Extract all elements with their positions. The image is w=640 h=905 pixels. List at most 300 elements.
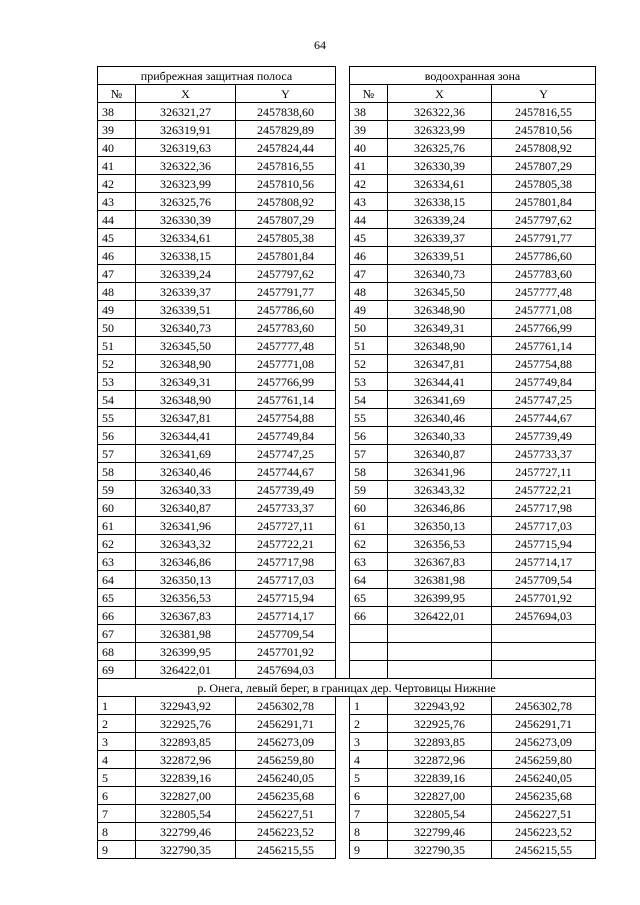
left-x-value: 326330,39 xyxy=(136,211,236,229)
left-x-value: 326325,76 xyxy=(136,193,236,211)
right-x-value: 326334,61 xyxy=(388,175,492,193)
right-y-value: 2457801,84 xyxy=(492,193,596,211)
left-x-value: 326345,50 xyxy=(136,337,236,355)
left-x-value: 326323,99 xyxy=(136,175,236,193)
right-y-value: 2457761,14 xyxy=(492,337,596,355)
left-point-number: 4 xyxy=(98,751,136,769)
column-gap xyxy=(336,337,350,355)
left-y-value: 2457777,48 xyxy=(236,337,336,355)
left-point-number: 56 xyxy=(98,427,136,445)
table-title-row xyxy=(98,67,596,85)
left-x-value: 326338,15 xyxy=(136,247,236,265)
right-point-number: 7 xyxy=(350,805,388,823)
left-x-value: 326349,31 xyxy=(136,373,236,391)
column-gap xyxy=(336,823,350,841)
right-point-number: 61 xyxy=(350,517,388,535)
table-row xyxy=(98,625,596,643)
right-y-value: 2456215,55 xyxy=(492,841,596,859)
table-row xyxy=(98,247,596,265)
left-y-value: 2456291,71 xyxy=(236,715,336,733)
right-y-value: 2456235,68 xyxy=(492,787,596,805)
section-title-row xyxy=(98,679,596,697)
right-point-number: 43 xyxy=(350,193,388,211)
left-point-number: 54 xyxy=(98,391,136,409)
right-point-number: 45 xyxy=(350,229,388,247)
right-x-value: 326339,37 xyxy=(388,229,492,247)
right-point-number: 59 xyxy=(350,481,388,499)
right-y-value: 2457714,17 xyxy=(492,553,596,571)
left-point-number: 5 xyxy=(98,769,136,787)
right-y-value: 2457747,25 xyxy=(492,391,596,409)
left-point-number: 8 xyxy=(98,823,136,841)
left-point-number: 1 xyxy=(98,697,136,715)
column-gap xyxy=(336,805,350,823)
right-point-number: 44 xyxy=(350,211,388,229)
section-title: р. Онега, левый берег, в границах дер. Чертовицы Нижние xyxy=(98,679,596,697)
right-point-number: 60 xyxy=(350,499,388,517)
right-x-value: 326348,90 xyxy=(388,337,492,355)
table-row xyxy=(98,823,596,841)
left-y-value: 2456215,55 xyxy=(236,841,336,859)
left-x-value: 326422,01 xyxy=(136,661,236,679)
right-x-value: 326399,95 xyxy=(388,589,492,607)
right-y-value: 2457766,99 xyxy=(492,319,596,337)
left-point-number: 67 xyxy=(98,625,136,643)
right-x-value: 326367,83 xyxy=(388,553,492,571)
table-row xyxy=(98,391,596,409)
column-gap xyxy=(336,607,350,625)
left-x-value: 326348,90 xyxy=(136,355,236,373)
right-y-value: 2457733,37 xyxy=(492,445,596,463)
right-x-value: 326325,76 xyxy=(388,139,492,157)
left-x-value: 326319,63 xyxy=(136,139,236,157)
right-y-value: 2457749,84 xyxy=(492,373,596,391)
left-point-number: 40 xyxy=(98,139,136,157)
right-point-number: 48 xyxy=(350,283,388,301)
column-gap xyxy=(336,571,350,589)
left-point-number: 66 xyxy=(98,607,136,625)
left-y-value: 2456302,78 xyxy=(236,697,336,715)
column-gap xyxy=(336,661,350,679)
right-point-number: 46 xyxy=(350,247,388,265)
right-x-value: 326348,90 xyxy=(388,301,492,319)
column-gap xyxy=(336,373,350,391)
table-row xyxy=(98,751,596,769)
left-y-value: 2456227,51 xyxy=(236,805,336,823)
left-y-value: 2457816,55 xyxy=(236,157,336,175)
right-point-number: 64 xyxy=(350,571,388,589)
left-x-value: 322827,00 xyxy=(136,787,236,805)
left-y-value: 2457807,29 xyxy=(236,211,336,229)
right-point-number: 4 xyxy=(350,751,388,769)
right-y-value: 2457807,29 xyxy=(492,157,596,175)
column-gap xyxy=(336,229,350,247)
right-point-number: 47 xyxy=(350,265,388,283)
right-point-number: 1 xyxy=(350,697,388,715)
right-x-value: 326350,13 xyxy=(388,517,492,535)
right-x-value: 326341,96 xyxy=(388,463,492,481)
left-x-value: 326341,96 xyxy=(136,517,236,535)
right-y-value: 2457727,11 xyxy=(492,463,596,481)
left-x-value: 326339,51 xyxy=(136,301,236,319)
table-row xyxy=(98,157,596,175)
column-gap xyxy=(336,301,350,319)
column-gap xyxy=(336,391,350,409)
left-x-value: 322790,35 xyxy=(136,841,236,859)
left-point-number: 47 xyxy=(98,265,136,283)
right-y-value: 2457701,92 xyxy=(492,589,596,607)
left-y-value: 2457754,88 xyxy=(236,409,336,427)
right-point-number: 55 xyxy=(350,409,388,427)
left-y-value: 2457801,84 xyxy=(236,247,336,265)
left-y-value: 2457717,98 xyxy=(236,553,336,571)
column-gap xyxy=(336,211,350,229)
table-row xyxy=(98,337,596,355)
right-y-value: 2457739,49 xyxy=(492,427,596,445)
right-y-value xyxy=(492,661,596,679)
column-gap xyxy=(336,139,350,157)
column-gap xyxy=(336,535,350,553)
column-gap xyxy=(336,265,350,283)
left-y-value: 2457727,11 xyxy=(236,517,336,535)
table-row xyxy=(98,265,596,283)
left-y-value: 2457694,03 xyxy=(236,661,336,679)
left-point-number: 39 xyxy=(98,121,136,139)
left-point-number: 42 xyxy=(98,175,136,193)
left-y-value: 2457733,37 xyxy=(236,499,336,517)
right-x-value: 326330,39 xyxy=(388,157,492,175)
left-x-value: 326340,87 xyxy=(136,499,236,517)
right-x-value: 326323,99 xyxy=(388,121,492,139)
left-y-value: 2456235,68 xyxy=(236,787,336,805)
column-gap xyxy=(336,625,350,643)
column-gap xyxy=(336,787,350,805)
left-point-number: 62 xyxy=(98,535,136,553)
left-point-number: 59 xyxy=(98,481,136,499)
right-x-value: 326322,36 xyxy=(388,103,492,121)
table-row xyxy=(98,193,596,211)
right-point-number: 3 xyxy=(350,733,388,751)
right-x-value xyxy=(388,643,492,661)
right-x-value: 326341,69 xyxy=(388,391,492,409)
right-x-value: 322790,35 xyxy=(388,841,492,859)
left-x-value: 322805,54 xyxy=(136,805,236,823)
right-x-value: 322943,92 xyxy=(388,697,492,715)
left-y-value: 2457761,14 xyxy=(236,391,336,409)
left-x-value: 326343,32 xyxy=(136,535,236,553)
right-point-number: 57 xyxy=(350,445,388,463)
left-header-num: № xyxy=(98,85,136,103)
column-gap xyxy=(336,643,350,661)
left-x-value: 322839,16 xyxy=(136,769,236,787)
right-point-number: 54 xyxy=(350,391,388,409)
table-row xyxy=(98,481,596,499)
left-x-value: 322925,76 xyxy=(136,715,236,733)
left-point-number: 6 xyxy=(98,787,136,805)
right-y-value: 2457810,56 xyxy=(492,121,596,139)
table-row xyxy=(98,607,596,625)
right-y-value: 2456259,80 xyxy=(492,751,596,769)
left-point-number: 69 xyxy=(98,661,136,679)
left-y-value: 2456223,52 xyxy=(236,823,336,841)
left-point-number: 55 xyxy=(98,409,136,427)
right-table-title: водоохранная зона xyxy=(350,67,596,85)
table-row xyxy=(98,499,596,517)
column-gap xyxy=(336,67,350,85)
right-x-value: 326345,50 xyxy=(388,283,492,301)
column-gap xyxy=(336,715,350,733)
right-x-value: 326340,46 xyxy=(388,409,492,427)
table-row xyxy=(98,355,596,373)
left-y-value: 2457709,54 xyxy=(236,625,336,643)
right-y-value: 2457777,48 xyxy=(492,283,596,301)
right-x-value: 326356,53 xyxy=(388,535,492,553)
right-x-value: 322925,76 xyxy=(388,715,492,733)
left-point-number: 41 xyxy=(98,157,136,175)
table-row xyxy=(98,139,596,157)
left-point-number: 65 xyxy=(98,589,136,607)
left-x-value: 326339,37 xyxy=(136,283,236,301)
table-row xyxy=(98,769,596,787)
column-gap xyxy=(336,769,350,787)
column-gap xyxy=(336,355,350,373)
left-x-value: 326334,61 xyxy=(136,229,236,247)
left-x-value: 326381,98 xyxy=(136,625,236,643)
right-header-y: Y xyxy=(492,85,596,103)
table-row xyxy=(98,463,596,481)
column-gap xyxy=(336,103,350,121)
table-row xyxy=(98,229,596,247)
right-x-value: 322827,00 xyxy=(388,787,492,805)
left-y-value: 2457829,89 xyxy=(236,121,336,139)
left-y-value: 2457808,92 xyxy=(236,193,336,211)
right-point-number: 5 xyxy=(350,769,388,787)
right-header-num: № xyxy=(350,85,388,103)
column-gap xyxy=(336,427,350,445)
left-point-number: 38 xyxy=(98,103,136,121)
column-gap xyxy=(336,157,350,175)
left-y-value: 2456240,05 xyxy=(236,769,336,787)
left-point-number: 58 xyxy=(98,463,136,481)
table-row xyxy=(98,319,596,337)
left-x-value: 326319,91 xyxy=(136,121,236,139)
left-y-value: 2457783,60 xyxy=(236,319,336,337)
left-y-value: 2457744,67 xyxy=(236,463,336,481)
left-point-number: 44 xyxy=(98,211,136,229)
left-point-number: 68 xyxy=(98,643,136,661)
right-point-number: 51 xyxy=(350,337,388,355)
left-y-value: 2456273,09 xyxy=(236,733,336,751)
table-row xyxy=(98,661,596,679)
column-gap xyxy=(336,193,350,211)
column-gap xyxy=(336,283,350,301)
left-point-number: 52 xyxy=(98,355,136,373)
right-point-number: 49 xyxy=(350,301,388,319)
left-y-value: 2457747,25 xyxy=(236,445,336,463)
left-table-title: прибрежная защитная полоса xyxy=(98,67,336,85)
table-row xyxy=(98,175,596,193)
left-x-value: 322943,92 xyxy=(136,697,236,715)
right-x-value: 326339,24 xyxy=(388,211,492,229)
column-gap xyxy=(336,85,350,103)
table-row xyxy=(98,121,596,139)
right-point-number: 40 xyxy=(350,139,388,157)
table-row xyxy=(98,301,596,319)
right-point-number: 63 xyxy=(350,553,388,571)
right-x-value: 326346,86 xyxy=(388,499,492,517)
right-y-value: 2457694,03 xyxy=(492,607,596,625)
column-gap xyxy=(336,409,350,427)
left-y-value: 2457824,44 xyxy=(236,139,336,157)
left-x-value: 326322,36 xyxy=(136,157,236,175)
left-x-value: 326346,86 xyxy=(136,553,236,571)
left-x-value: 326341,69 xyxy=(136,445,236,463)
right-x-value xyxy=(388,661,492,679)
right-y-value: 2457722,21 xyxy=(492,481,596,499)
left-point-number: 7 xyxy=(98,805,136,823)
column-gap xyxy=(336,481,350,499)
left-point-number: 43 xyxy=(98,193,136,211)
left-x-value: 326340,33 xyxy=(136,481,236,499)
coordinates-table-body xyxy=(98,67,596,859)
right-y-value: 2457717,03 xyxy=(492,517,596,535)
left-x-value: 322799,46 xyxy=(136,823,236,841)
right-x-value: 322805,54 xyxy=(388,805,492,823)
right-y-value: 2457808,92 xyxy=(492,139,596,157)
right-point-number: 53 xyxy=(350,373,388,391)
left-y-value: 2457714,17 xyxy=(236,607,336,625)
right-x-value: 326340,87 xyxy=(388,445,492,463)
left-point-number: 61 xyxy=(98,517,136,535)
right-y-value: 2457797,62 xyxy=(492,211,596,229)
table-row xyxy=(98,409,596,427)
right-point-number xyxy=(350,643,388,661)
left-point-number: 63 xyxy=(98,553,136,571)
right-x-value: 326344,41 xyxy=(388,373,492,391)
left-y-value: 2457838,60 xyxy=(236,103,336,121)
left-x-value: 326399,95 xyxy=(136,643,236,661)
table-row xyxy=(98,643,596,661)
left-point-number: 2 xyxy=(98,715,136,733)
right-point-number: 56 xyxy=(350,427,388,445)
left-point-number: 48 xyxy=(98,283,136,301)
left-y-value: 2457701,92 xyxy=(236,643,336,661)
table-row xyxy=(98,553,596,571)
right-y-value xyxy=(492,643,596,661)
table-row xyxy=(98,787,596,805)
left-x-value: 326356,53 xyxy=(136,589,236,607)
right-x-value: 326338,15 xyxy=(388,193,492,211)
right-point-number: 62 xyxy=(350,535,388,553)
right-y-value: 2457805,38 xyxy=(492,175,596,193)
left-point-number: 9 xyxy=(98,841,136,859)
left-point-number: 51 xyxy=(98,337,136,355)
left-y-value: 2457717,03 xyxy=(236,571,336,589)
right-x-value: 322799,46 xyxy=(388,823,492,841)
left-point-number: 60 xyxy=(98,499,136,517)
column-gap xyxy=(336,319,350,337)
right-point-number: 8 xyxy=(350,823,388,841)
right-y-value: 2457771,08 xyxy=(492,301,596,319)
right-y-value: 2457717,98 xyxy=(492,499,596,517)
column-gap xyxy=(336,553,350,571)
right-x-value: 326422,01 xyxy=(388,607,492,625)
right-y-value: 2457715,94 xyxy=(492,535,596,553)
column-gap xyxy=(336,463,350,481)
column-gap xyxy=(336,247,350,265)
column-gap xyxy=(336,121,350,139)
table-row xyxy=(98,211,596,229)
left-x-value: 326350,13 xyxy=(136,571,236,589)
right-y-value: 2457816,55 xyxy=(492,103,596,121)
right-x-value: 326349,31 xyxy=(388,319,492,337)
right-y-value: 2456273,09 xyxy=(492,733,596,751)
left-y-value: 2457766,99 xyxy=(236,373,336,391)
right-x-value: 322872,96 xyxy=(388,751,492,769)
right-y-value: 2457783,60 xyxy=(492,265,596,283)
left-point-number: 45 xyxy=(98,229,136,247)
left-y-value: 2457797,62 xyxy=(236,265,336,283)
right-x-value: 322839,16 xyxy=(388,769,492,787)
table-row xyxy=(98,715,596,733)
right-point-number: 50 xyxy=(350,319,388,337)
right-y-value: 2457754,88 xyxy=(492,355,596,373)
right-x-value: 326340,73 xyxy=(388,265,492,283)
left-x-value: 326340,46 xyxy=(136,463,236,481)
table-row xyxy=(98,589,596,607)
right-point-number: 52 xyxy=(350,355,388,373)
right-point-number xyxy=(350,661,388,679)
table-row xyxy=(98,427,596,445)
table-row xyxy=(98,733,596,751)
right-x-value: 326347,81 xyxy=(388,355,492,373)
column-gap xyxy=(336,445,350,463)
left-point-number: 50 xyxy=(98,319,136,337)
right-point-number: 38 xyxy=(350,103,388,121)
left-x-value: 326339,24 xyxy=(136,265,236,283)
table-row xyxy=(98,517,596,535)
right-x-value: 326340,33 xyxy=(388,427,492,445)
right-point-number: 41 xyxy=(350,157,388,175)
left-x-value: 326321,27 xyxy=(136,103,236,121)
right-y-value: 2456291,71 xyxy=(492,715,596,733)
left-x-value: 326340,73 xyxy=(136,319,236,337)
right-point-number: 39 xyxy=(350,121,388,139)
column-gap xyxy=(336,697,350,715)
left-header-y: Y xyxy=(236,85,336,103)
column-gap xyxy=(336,733,350,751)
right-x-value xyxy=(388,625,492,643)
right-x-value: 326381,98 xyxy=(388,571,492,589)
right-y-value xyxy=(492,625,596,643)
table-row xyxy=(98,373,596,391)
right-point-number: 66 xyxy=(350,607,388,625)
column-gap xyxy=(336,499,350,517)
right-y-value: 2457791,77 xyxy=(492,229,596,247)
column-gap xyxy=(336,517,350,535)
right-y-value: 2457744,67 xyxy=(492,409,596,427)
right-y-value: 2456302,78 xyxy=(492,697,596,715)
left-y-value: 2457749,84 xyxy=(236,427,336,445)
right-y-value: 2457786,60 xyxy=(492,247,596,265)
page-number: 64 xyxy=(314,38,326,52)
table-row xyxy=(98,103,596,121)
left-point-number: 64 xyxy=(98,571,136,589)
coordinates-table xyxy=(97,66,596,859)
right-point-number: 65 xyxy=(350,589,388,607)
left-x-value: 322893,85 xyxy=(136,733,236,751)
left-y-value: 2457739,49 xyxy=(236,481,336,499)
